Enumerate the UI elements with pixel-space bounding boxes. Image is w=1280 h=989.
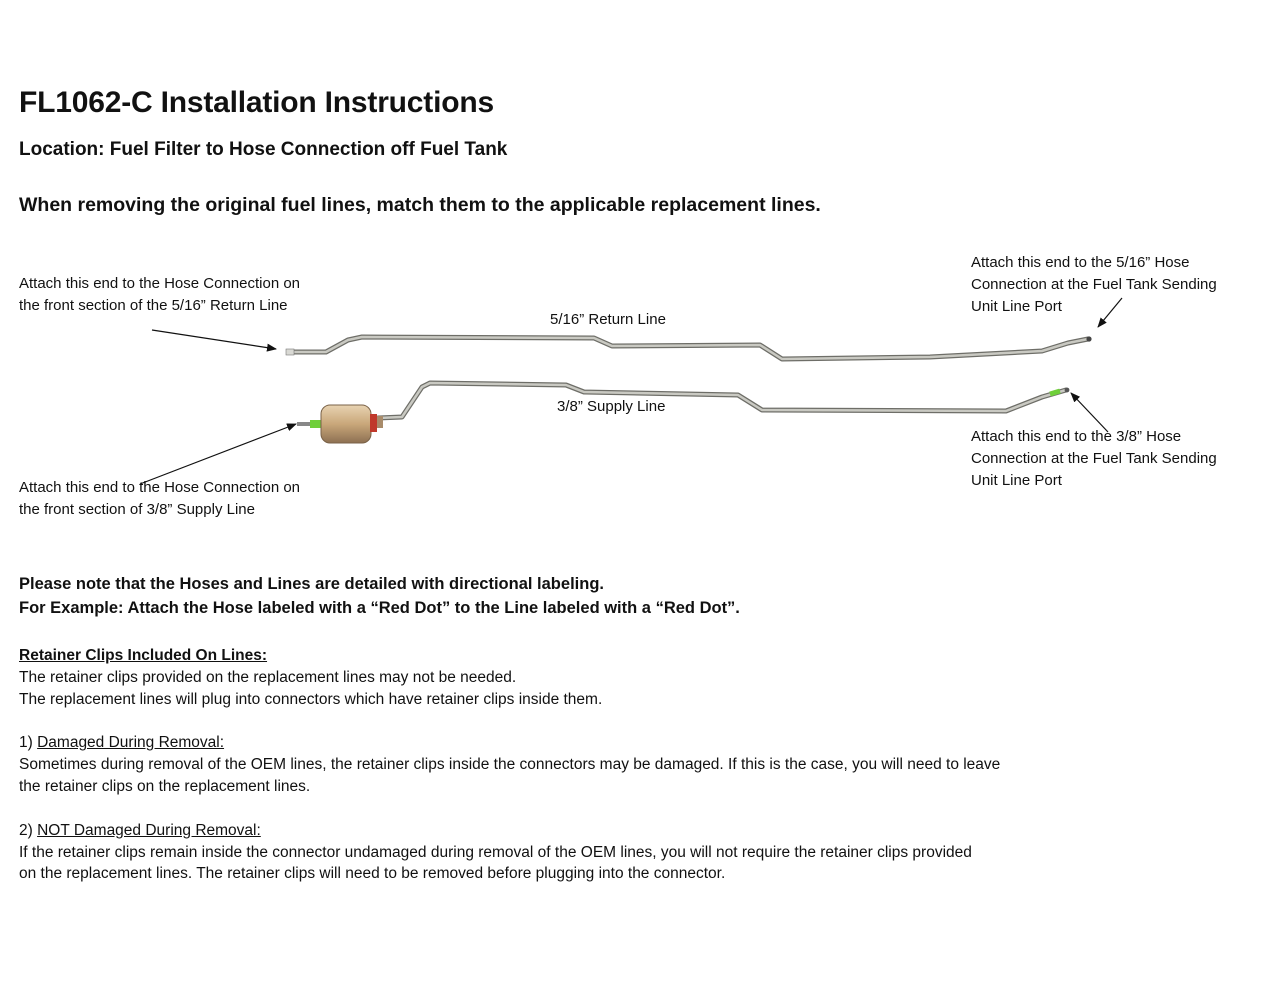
note-tank-supply: Attach this end to the 3/8” Hose Connection at the Fuel Tank Sending Unit Line Port — [971, 428, 1217, 489]
fuel-filter — [297, 405, 383, 443]
arrow-front-supply — [140, 424, 296, 484]
note-front-return: Attach this end to the Hose Connection on the front section of the 5/16” Return Line — [19, 275, 301, 314]
location-subtitle: Location: Fuel Filter to Hose Connection off Fuel Tank — [19, 139, 508, 160]
return-front-fitting — [286, 349, 294, 355]
supply-line — [378, 383, 1069, 418]
retainer-section: Retainer Clips Included On Lines: The retainer clips provided on the replacement lines may not be needed. The replacement lines will plug into connectors which have retainer clips inside them. 1) Damaged During Removal: Sometimes during removal of the OEM lines, the retainer clips inside the connectors may be damaged. If this is the case, you will need to leave the retainer clips on the replacement lines. 2) NOT Damaged During Removal: If the retainer clips remain inside the connector undamaged during removal of the OEM lines, you will not require the retainer clips provided on the replacement lines. The retainer clips will need to be removed before plugging into the connector. — [19, 647, 1001, 883]
retainer-heading: Retainer Clips Included On Lines: — [19, 647, 268, 664]
case1-heading: 1) Damaged During Removal: — [19, 734, 225, 752]
return-tank-end — [1086, 336, 1091, 341]
supply-line-label: 3/8” Supply Line — [557, 398, 666, 415]
match-instruction: When removing the original fuel lines, match them to the applicable replacement lines. — [19, 194, 821, 216]
page-title: FL1062-C Installation Instructions — [19, 86, 494, 119]
case2-heading: 2) NOT Damaged During Removal: — [19, 821, 261, 839]
note-tank-return: Attach this end to the 5/16” Hose Connection at the Fuel Tank Sending Unit Line Port — [971, 254, 1217, 315]
arrow-front-return — [152, 330, 276, 349]
return-line-label: 5/16” Return Line — [550, 311, 666, 328]
note-front-supply: Attach this end to the Hose Connection on the front section of 3/8” Supply Line — [19, 479, 301, 518]
directional-note: Please note that the Hoses and Lines are detailed with directional labeling. For Example: Attach the Hose labeled with a “Red Dot” to the Line labeled with a “Red Dot”. — [19, 575, 740, 617]
supply-green-marker — [1050, 391, 1060, 394]
return-line — [286, 336, 1092, 359]
